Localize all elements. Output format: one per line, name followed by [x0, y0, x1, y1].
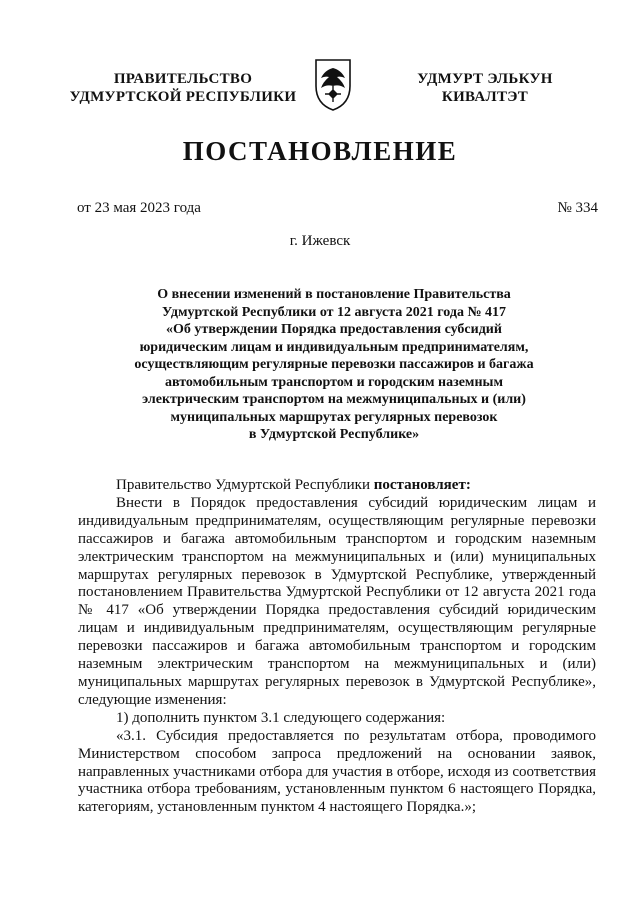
document-body: [78, 477, 596, 817]
heading-line: муниципальных маршрутах регулярных перевозок: [170, 409, 498, 425]
government-name-udmurt: [395, 70, 575, 106]
udmurt-coat-of-arms-icon: [313, 56, 353, 112]
body-paragraph: «3.1. Субсидия предоставляется по результатам отбора, проводимого Министерством способом запроса предложений на основании заявок, направленных участниками отбора для участия в отборе, исходя из соответствия участника отбора требованиям, установленным пунктом 6 настоящего Порядка, категориям, установленным пунктом 4 настоящего Порядка.»;: [78, 727, 596, 816]
header-left-line1: ПРАВИТЕЛЬСТВО: [113, 71, 253, 87]
header-left-line2: УДМУРТСКОЙ РЕСПУБЛИКИ: [69, 89, 297, 105]
intro-paragraph: [78, 477, 596, 495]
header-right-line2: КИВАЛТЭТ: [441, 89, 529, 105]
intro-bold-verb: постановляет:: [373, 477, 471, 493]
heading-line: автомобильным транспортом и городским наземным: [165, 374, 503, 390]
intro-text: Правительство Удмуртской Республики: [116, 477, 374, 493]
government-name-russian: [62, 70, 304, 106]
heading-line: Удмуртской Республики от 12 августа 2021 года № 417: [161, 304, 507, 320]
heading-line: в Удмуртской Республике»: [248, 427, 420, 442]
heading-line: осуществляющим регулярные перевозки пассажиров и багажа: [134, 357, 534, 372]
document-city: г. Ижевск: [289, 233, 351, 249]
heading-line: электрическим транспортом на межмуниципальных и (или): [142, 392, 526, 407]
header-right-line1: УДМУРТ ЭЛЬКУН: [417, 71, 553, 87]
document-title: ПОСТАНОВЛЕНИЕ: [182, 136, 458, 166]
heading-line: «Об утверждении Порядка предоставления субсидий: [166, 322, 502, 337]
heading-line: юридическим лицам и индивидуальным предпринимателям,: [139, 339, 529, 355]
document-number: № 334: [557, 200, 598, 216]
body-paragraph: Внести в Порядок предоставления субсидий юридическим лицам и индивидуальным предпринимателям, осуществляющим регулярные перевозки пассажиров и багажа автомобильным транспортом и городским наземным электрическим транспортом на межмуниципальных и (или) муниципальных маршрутах регулярных перевозок в Удмуртской Республике, утвержденный постановлением Правительства Удмуртской Республики от 12 августа 2021 года № 417 «Об утверждении Порядка предоставления субсидий юридическим лицам и индивидуальным предпринимателям, осуществляющим регулярные перевозки пассажиров и багажа автомобильным транспортом и городским наземным электрическим транспортом на межмуниципальных и (или) муниципальных маршрутах регулярных перевозок в Удмуртской Республике», следующие изменения:: [78, 494, 596, 708]
document-date: от 23 мая 2023 года: [77, 200, 201, 216]
document-heading: [80, 286, 588, 444]
body-paragraph: 1) дополнить пунктом 3.1 следующего содержания:: [116, 709, 446, 726]
heading-line: О внесении изменений в постановление Правительства: [157, 287, 511, 302]
